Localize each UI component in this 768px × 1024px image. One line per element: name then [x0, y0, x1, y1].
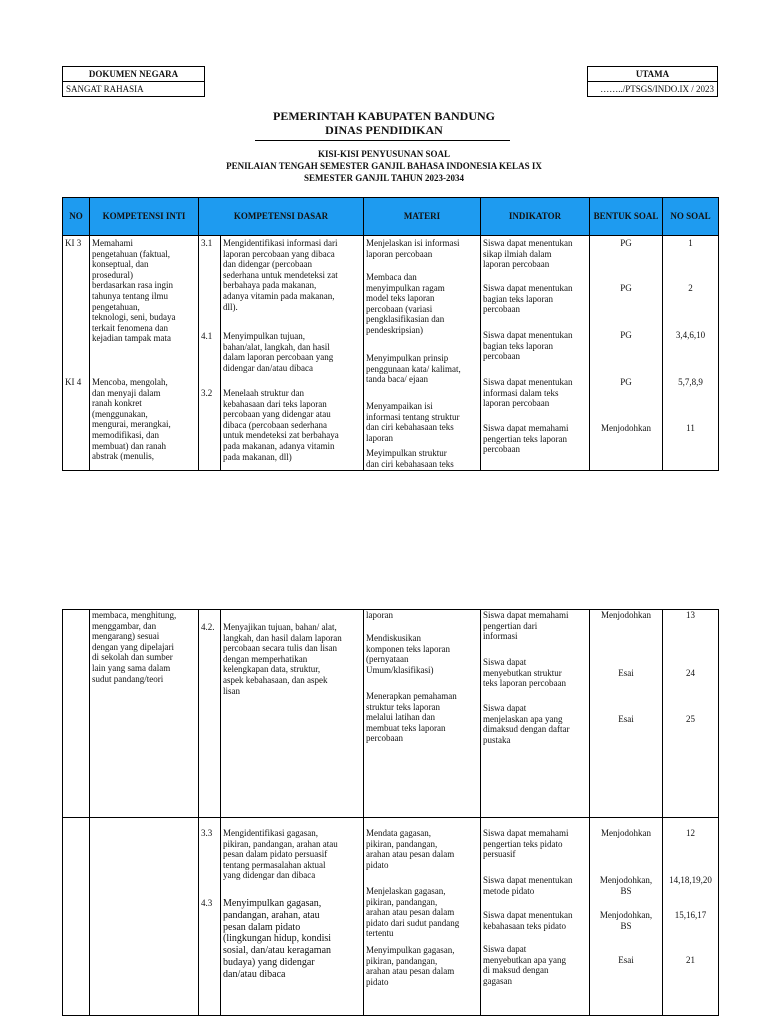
no-soal-text: 5,7,8,9 — [678, 377, 703, 387]
table-row — [63, 818, 719, 1016]
kompetensi-inti-cell — [90, 236, 199, 471]
no-soal-text: 25 — [686, 714, 695, 724]
kd-number: 4.3 — [201, 898, 213, 908]
kd-number-cell — [199, 610, 221, 818]
kd-number-cell — [199, 818, 221, 1016]
title-divider — [255, 140, 510, 141]
semester-title: SEMESTER GANJIL TAHUN 2023-2034 — [304, 173, 464, 183]
bentuk-soal-text: Menjodohkan, BS — [599, 910, 653, 931]
ki-number: KI 4 — [65, 377, 82, 387]
col-header-kompetensi-inti: KOMPETENSI INTI — [90, 198, 199, 236]
no-soal-text: 12 — [686, 828, 695, 838]
document-code: ……../PTSGS/INDO.IX / 2023 — [588, 82, 718, 97]
kompetensi-inti-cell — [90, 818, 199, 1016]
kd-number-cell — [199, 236, 221, 471]
no-soal-text: 3,4,6,10 — [675, 330, 706, 340]
no-soal-cell — [663, 818, 719, 1016]
bentuk-soal-text: Menjodohkan — [601, 423, 652, 433]
indikator-cell — [481, 818, 590, 1016]
col-header-no-soal: NO SOAL — [663, 198, 719, 236]
bentuk-soal-text: Esai — [618, 955, 634, 965]
indikator-text: Siswa dapat memahami pengertian dari informasi — [483, 610, 569, 642]
materi-cell — [364, 818, 481, 1016]
table-header-row — [63, 198, 719, 236]
no-soal-text: 1 — [688, 238, 693, 248]
indikator-cell — [481, 610, 590, 818]
indikator-text: Siswa dapat menentukan kebahasaan teks pidato — [483, 910, 573, 931]
kd-text: Mengidentifikasi gagasan, pikiran, pandangan, arahan atau pesan dalam pidato persuasif tentang permasalahan aktual yang didengar dan dibaca — [223, 828, 338, 881]
kd-number: 3.1 — [201, 238, 213, 248]
no-soal-cell — [663, 236, 719, 471]
materi-text: Meyimpulkan struktur dan ciri kebahasaan teks — [366, 448, 454, 469]
kd-text: Menyimpulkan tujuan, bahan/alat, langkah, dan hasil dalam laporan percobaan yang didengar dan/atau dibaca — [223, 331, 334, 373]
bentuk-soal-cell — [590, 236, 663, 471]
department-title: DINAS PENDIDIKAN — [325, 123, 443, 137]
kd-number: 3.3 — [201, 828, 213, 838]
no-soal-cell — [663, 610, 719, 818]
col-header-indikator: INDIKATOR — [481, 198, 590, 236]
no-soal-text: 21 — [686, 955, 695, 965]
secrecy-label: SANGAT RAHASIA — [63, 82, 205, 97]
kd-number: 4.1 — [201, 331, 213, 341]
materi-text: Menyimpulkan prinsip penggunaan kata/ kalimat, tanda baca/ ejaan — [366, 353, 461, 385]
col-header-kompetensi-dasar: KOMPETENSI DASAR — [199, 198, 364, 236]
bentuk-soal-cell — [590, 818, 663, 1016]
no-soal-text: 11 — [686, 423, 695, 433]
assessment-title: PENILAIAN TENGAH SEMESTER GANJIL BAHASA INDONESIA KELAS IX — [226, 161, 542, 171]
kd-text: Menelaah struktur dan kebahasaan dari teks laporan percobaan yang didengar atau dibaca (percobaan sederhana untuk mendeteksi zat berbahaya pada makanan, adanya vitamin pada makanan, dll) — [223, 388, 339, 462]
bentuk-soal-text: Esai — [618, 714, 634, 724]
materi-text: Menjelaskan gagasan, pikiran, pandangan, arahan atau pesan dalam pidato dari sudut pandang tertentu — [366, 886, 460, 939]
no-cell — [63, 236, 90, 471]
indikator-text: Siswa dapat menentukan bagian teks laporan percobaan — [483, 283, 573, 315]
no-cell — [63, 818, 90, 1016]
materi-text: Menyimpulkan gagasan, pikiran, pandangan, arahan atau pesan dalam pidato — [366, 945, 455, 987]
bentuk-soal-text: Menjodohkan — [601, 610, 651, 620]
no-soal-text: 14,18,19,20 — [669, 875, 712, 885]
materi-cell — [364, 236, 481, 471]
materi-text: Menjelaskan isi informasi laporan percobaan — [366, 238, 460, 259]
table-row — [63, 236, 719, 471]
no-soal-text: 2 — [688, 283, 693, 293]
indikator-text: Siswa dapat menentukan metode pidato — [483, 875, 573, 896]
table-row — [63, 610, 719, 818]
col-header-bentuk-soal: BENTUK SOAL — [590, 198, 663, 236]
no-soal-text: 24 — [686, 668, 695, 678]
bentuk-soal-text: PG — [620, 283, 632, 293]
kd-number: 4.2. — [201, 622, 215, 632]
kompetensi-dasar-cell — [221, 236, 364, 471]
indikator-text: Siswa dapat memahami pengertian teks pidato persuasif — [483, 828, 569, 860]
bentuk-soal-text: Esai — [618, 668, 634, 678]
indikator-cell — [481, 236, 590, 471]
materi-text: Mendata gagasan, pikiran, pandangan, arahan atau pesan dalam pidato — [366, 828, 455, 870]
kd-text: Menyajikan tujuan, bahan/ alat, langkah, dan hasil dalam laporan percobaan secara tulis dan lisan dengan memperhatikan kelengkapan data, struktur, aspek kebahasaan, dan aspek lisan — [223, 622, 342, 696]
materi-text: Mendiskusikan komponen teks laporan (pernyataan Umum/klasifikasi) — [366, 633, 450, 675]
kompetensi-dasar-cell — [221, 610, 364, 818]
bentuk-soal-text: Menjodohkan — [601, 828, 651, 838]
materi-text: Menerapkan pemahaman struktur teks laporan melalui latihan dan membuat teks laporan percobaan — [366, 691, 457, 744]
no-soal-text: 15,16,17 — [674, 910, 707, 920]
ki-number: KI 3 — [65, 238, 82, 248]
col-header-materi: MATERI — [364, 198, 481, 236]
bentuk-soal-text: PG — [620, 238, 632, 248]
bentuk-soal-text: PG — [620, 377, 632, 387]
document-classification-box — [62, 66, 205, 97]
materi-text: Membaca dan menyimpulkan ragam model teks laporan percobaan (variasi pengklasifikasian dan pendeskripsian) — [366, 272, 445, 336]
indikator-text: Siswa dapat menyebutkan struktur teks laporan percobaan — [483, 657, 566, 689]
kisi-kisi-table-page-1 — [62, 197, 719, 471]
materi-text: Menyampaikan isi informasi tentang struktur dan ciri kebahasaan teks laporan — [366, 401, 460, 443]
package-label: UTAMA — [588, 67, 718, 82]
indikator-text: Siswa dapat memahami pengertian teks laporan percobaan — [483, 423, 569, 455]
indikator-text: Siswa dapat menjelaskan apa yang dimaksud dengan daftar pustaka — [483, 703, 570, 745]
ki-text: membaca, menghitung, menggambar, dan mengarang) sesuai dengan yang dipelajari di sekolah dan sumber lain yang sama dalam sudut pandang/teori — [92, 610, 177, 684]
classification-label: DOKUMEN NEGARA — [63, 67, 205, 82]
indikator-text: Siswa dapat menentukan informasi dalam teks laporan percobaan — [483, 377, 573, 409]
kisi-kisi-table-page-2 — [62, 609, 719, 1016]
kd-text: Mengidentifikasi informasi dari laporan percobaan yang dibaca dan didengar (percobaan sederhana untuk mendeteksi zat berbahaya pada makanan, adanya vitamin pada makanan, dll). — [223, 238, 338, 312]
kd-number: 3.2 — [201, 388, 213, 398]
government-title: PEMERINTAH KABUPATEN BANDUNG — [272, 109, 495, 123]
materi-cell — [364, 610, 481, 818]
ki-text: Mencoba, mengolah, dan menyaji dalam ranah konkret (menggunakan, mengurai, merangkai, memodifikasi, dan membuat) dan ranah abstrak (menulis, — [92, 377, 171, 462]
bentuk-soal-cell — [590, 610, 663, 818]
kompetensi-dasar-cell — [221, 818, 364, 1016]
indikator-text: Siswa dapat menentukan bagian teks laporan percobaan — [483, 330, 573, 362]
materi-text: laporan — [366, 610, 393, 620]
document-code-box — [587, 66, 718, 97]
kd-text: Menyimpulkan gagasan, pandangan, arahan, atau pesan dalam pidato (lingkungan hidup, kondisi sosial, dan/atau keragaman budaya) yang didengar dan/atau dibaca — [223, 898, 332, 980]
kompetensi-inti-cell — [90, 610, 199, 818]
bentuk-soal-text: Menjodohkan, BS — [599, 875, 653, 896]
no-soal-text: 13 — [686, 610, 695, 620]
document-title: KISI-KISI PENYUSUNAN SOAL — [317, 149, 451, 159]
ki-text: Memahami pengetahuan (faktual, konseptual, dan prosedural) berdasarkan rasa ingin tahunya tentang ilmu pengetahuan, teknologi, seni, budaya terkait fenomena dan kejadian tampak mata — [92, 238, 176, 344]
col-header-no: NO — [63, 198, 90, 236]
no-cell — [63, 610, 90, 818]
indikator-text: Siswa dapat menentukan sikap ilmiah dalam laporan percobaan — [483, 238, 573, 270]
bentuk-soal-text: PG — [620, 330, 632, 340]
indikator-text: Siswa dapat menyebutkan apa yang di maksud dengan gagasan — [483, 944, 566, 986]
